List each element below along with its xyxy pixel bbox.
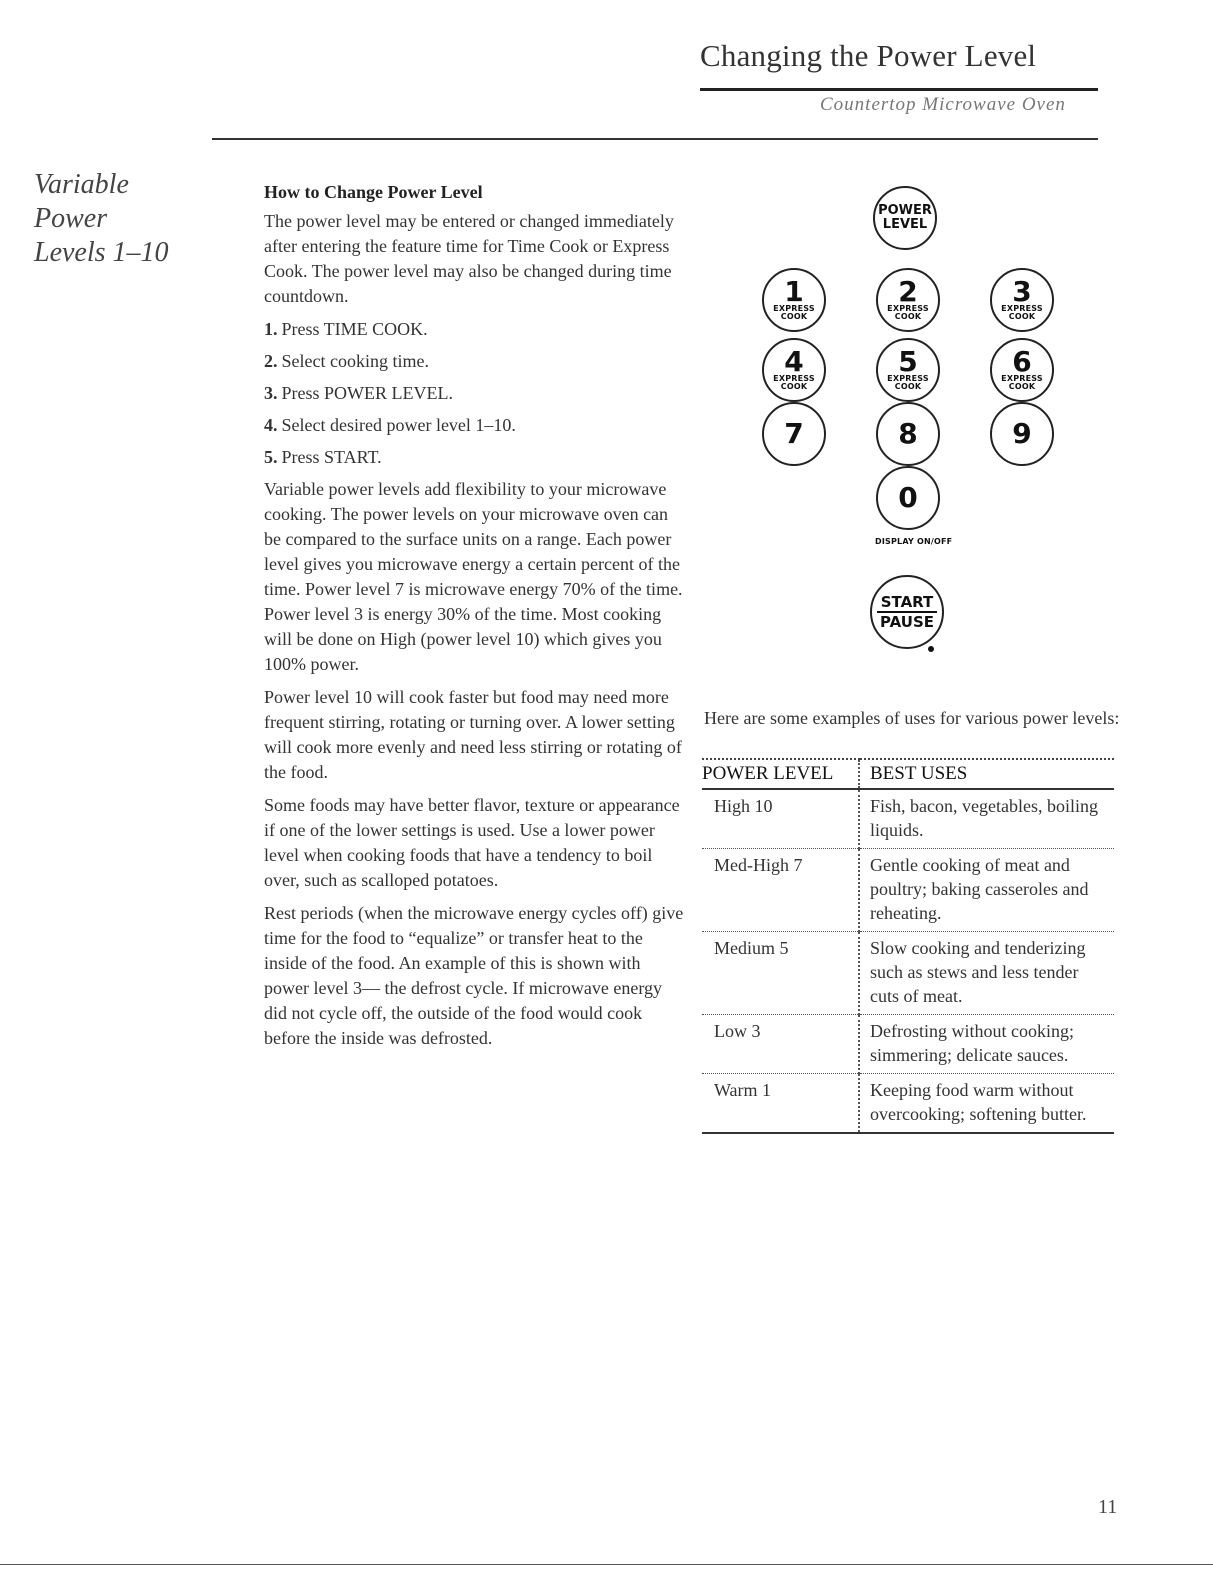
step-item xyxy=(264,445,689,470)
number-key-6 xyxy=(990,338,1054,402)
step-text: Press TIME COOK. xyxy=(281,319,428,339)
key-sub-label: COOK xyxy=(894,312,922,321)
power-level-key-label-2: LEVEL xyxy=(882,217,928,232)
key-sub-label: COOK xyxy=(894,382,922,391)
instructions-intro: The power level may be entered or changed immediately after entering the feature time for Time Cook or Express Cook. The power level may also be changed during time countdown. xyxy=(264,211,674,306)
number-key-1 xyxy=(762,268,826,332)
step-number: 2. xyxy=(264,351,278,371)
key-digit: 6 xyxy=(1012,345,1032,378)
column-header-power-level: POWER LEVEL xyxy=(702,759,859,789)
start-key-divider xyxy=(877,611,937,613)
key-digit: 0 xyxy=(898,481,918,514)
table-row xyxy=(702,1015,1114,1074)
paragraph-power-level-10: Power level 10 will cook faster but food may need more frequent stirring, rotating or turning over. A lower setting will cook more evenly and need less stirring or rotating of the food. xyxy=(264,687,682,782)
power-level-cell: Medium 5 xyxy=(702,932,859,1015)
key-sub-label: COOK xyxy=(780,312,808,321)
number-key-2 xyxy=(876,268,940,332)
section-heading-line-2: Power xyxy=(34,203,108,234)
power-level-cell: Low 3 xyxy=(702,1015,859,1074)
instructions-column xyxy=(264,180,689,1059)
step-item xyxy=(264,381,689,406)
key-sub-label: EXPRESS xyxy=(1001,304,1043,313)
paragraph-lower-settings: Some foods may have better flavor, texture or appearance if one of the lower settings is used. Use a lower power level when cooking foods that have a tendency to boil over, such as scalloped potatoes. xyxy=(264,795,680,890)
section-rule xyxy=(212,138,1098,140)
section-heading-line-1: Variable xyxy=(34,169,129,200)
step-number: 4. xyxy=(264,415,278,435)
key-sub-label: COOK xyxy=(780,382,808,391)
key-sub-label: COOK xyxy=(1008,312,1036,321)
display-on-off-label: DISPLAY ON/OFF xyxy=(875,537,953,546)
number-key-5 xyxy=(876,338,940,402)
table-row xyxy=(702,932,1114,1015)
column-header-best-uses: BEST USES xyxy=(859,759,1114,789)
key-sub-label: COOK xyxy=(1008,382,1036,391)
step-item xyxy=(264,413,689,438)
power-level-cell: High 10 xyxy=(702,789,859,849)
key-sub-label: EXPRESS xyxy=(887,374,929,383)
start-pause-key xyxy=(870,575,944,649)
number-key-7 xyxy=(762,402,826,466)
power-level-key xyxy=(873,186,937,250)
table-row xyxy=(702,789,1114,849)
pause-key-label: PAUSE xyxy=(880,613,934,631)
section-heading-line-3: Levels 1–10 xyxy=(34,237,169,268)
table-row xyxy=(702,849,1114,932)
page-subtitle: Countertop Microwave Oven xyxy=(820,94,1066,115)
step-number: 1. xyxy=(264,319,278,339)
table-header-row xyxy=(702,759,1114,789)
table-row xyxy=(702,1074,1114,1134)
power-level-cell: Warm 1 xyxy=(702,1074,859,1134)
number-key-3 xyxy=(990,268,1054,332)
key-sub-label: EXPRESS xyxy=(1001,374,1043,383)
page-number: 11 xyxy=(1098,1496,1118,1518)
number-key-8 xyxy=(876,402,940,466)
footer-rule xyxy=(0,1564,1213,1565)
best-uses-cell: Gentle cooking of meat and poultry; baking casseroles and reheating. xyxy=(859,849,1114,932)
step-number: 5. xyxy=(264,447,278,467)
key-digit: 5 xyxy=(898,345,918,378)
step-number: 3. xyxy=(264,383,278,403)
best-uses-cell: Slow cooking and tenderizing such as stews and less tender cuts of meat. xyxy=(859,932,1114,1015)
key-digit: 7 xyxy=(784,417,804,450)
key-digit: 9 xyxy=(1012,417,1032,450)
header-rule xyxy=(700,88,1098,91)
start-key-label: START xyxy=(880,593,934,611)
key-digit: 3 xyxy=(1012,275,1032,308)
step-text: Press POWER LEVEL. xyxy=(281,383,453,403)
number-key-4 xyxy=(762,338,826,402)
power-level-key-label-1: POWER xyxy=(878,203,932,218)
best-uses-cell: Fish, bacon, vegetables, boiling liquids. xyxy=(859,789,1114,849)
power-level-cell: Med-High 7 xyxy=(702,849,859,932)
key-sub-label: EXPRESS xyxy=(887,304,929,313)
key-digit: 4 xyxy=(784,345,804,378)
examples-intro: Here are some examples of uses for various power levels: xyxy=(704,708,1120,728)
key-digit: 8 xyxy=(898,417,918,450)
best-uses-cell: Defrosting without cooking; simmering; delicate sauces. xyxy=(859,1015,1114,1074)
key-sub-label: EXPRESS xyxy=(773,374,815,383)
key-sub-label: EXPRESS xyxy=(773,304,815,313)
best-uses-cell: Keeping food warm without overcooking; softening butter. xyxy=(859,1074,1114,1134)
number-key-9 xyxy=(990,402,1054,466)
indicator-dot xyxy=(928,646,934,652)
key-digit: 1 xyxy=(784,275,804,308)
step-text: Press START. xyxy=(281,447,382,467)
step-item xyxy=(264,349,689,374)
key-digit: 2 xyxy=(898,275,918,308)
step-text: Select cooking time. xyxy=(281,351,429,371)
page-title: Changing the Power Level xyxy=(700,38,1037,73)
step-text: Select desired power level 1–10. xyxy=(281,415,516,435)
section-heading xyxy=(34,168,169,270)
power-level-uses-table xyxy=(702,758,1114,1134)
instructions-subhead: How to Change Power Level xyxy=(264,182,483,202)
paragraph-rest-periods: Rest periods (when the microwave energy cycles off) give time for the food to “equalize” or transfer heat to the inside of the food. An example of this is shown with power level 3— the defrost cycle. If microwave energy did not cycle off, the outside of the food would cook before the inside was defrosted. xyxy=(264,903,684,1048)
number-key-0 xyxy=(876,466,940,530)
step-item xyxy=(264,317,689,342)
paragraph-variable-power: Variable power levels add flexibility to your microwave cooking. The power levels on your microwave oven can be compared to the surface units on a range. Each power level gives you microwave energy a certain percent of the time. Power level 7 is microwave energy 70% of the time. Power level 3 is energy 30% of the time. Most cooking will be done on High (power level 10) which gives you 100% power. xyxy=(264,479,683,674)
